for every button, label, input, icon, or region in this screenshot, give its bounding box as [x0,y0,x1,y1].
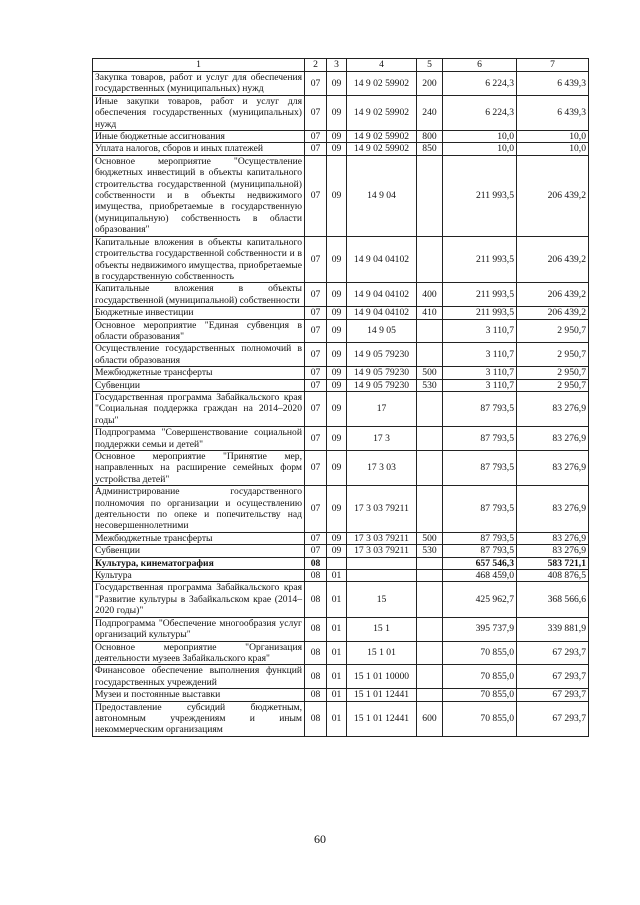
budget-table [92,58,589,737]
target-article-cell: 17 3 [347,427,417,451]
target-article-cell: 14 9 02 59902 [347,72,417,96]
target-article-cell: 17 3 03 [347,451,417,486]
amount-col6-cell: 425 962,7 [443,582,517,617]
section-code-cell: 07 [305,486,327,533]
target-article-cell: 17 [347,391,417,426]
amount-col6-cell: 87 793,5 [443,532,517,544]
amount-col7-cell: 368 566,6 [517,582,589,617]
row-name-cell: Межбюджетные трансферты [93,367,305,379]
table-row [93,570,589,582]
expense-type-cell [417,557,443,569]
row-name-cell: Капитальные вложения в объекты государственной (муниципальной) собственности [93,283,305,307]
amount-col6-cell: 10,0 [443,131,517,143]
target-article-cell: 17 3 03 79211 [347,545,417,557]
subsection-code-cell: 09 [327,283,347,307]
subsection-code-cell: 09 [327,155,347,236]
amount-col6-cell: 87 793,5 [443,391,517,426]
amount-col6-cell: 6 224,3 [443,72,517,96]
target-article-cell: 14 9 05 79230 [347,367,417,379]
section-code-cell: 07 [305,283,327,307]
amount-col7-cell: 83 276,9 [517,545,589,557]
subsection-code-cell: 01 [327,689,347,701]
expense-type-cell [417,582,443,617]
amount-col6-cell: 87 793,5 [443,545,517,557]
header-cell: 5 [417,59,443,72]
row-name-cell: Иные закупки товаров, работ и услуг для обеспечения государственных (муниципальных) нужд [93,95,305,130]
expense-type-cell: 410 [417,307,443,319]
target-article-cell: 14 9 05 79230 [347,343,417,367]
subsection-code-cell: 09 [327,532,347,544]
expense-type-cell: 400 [417,283,443,307]
table-row [93,617,589,641]
amount-col7-cell: 206 439,2 [517,155,589,236]
subsection-code-cell: 09 [327,319,347,343]
table-body [93,72,589,737]
table-row [93,641,589,665]
subsection-code-cell: 09 [327,307,347,319]
expense-type-cell: 800 [417,131,443,143]
row-name-cell: Субвенции [93,545,305,557]
section-code-cell: 07 [305,367,327,379]
target-article-cell: 17 3 03 79211 [347,486,417,533]
amount-col6-cell: 6 224,3 [443,95,517,130]
expense-type-cell [417,391,443,426]
amount-col7-cell: 83 276,9 [517,427,589,451]
amount-col7-cell: 6 439,3 [517,72,589,96]
subsection-code-cell: 09 [327,72,347,96]
row-name-cell: Осуществление государственных полномочий в области образования [93,343,305,367]
target-article-cell: 14 9 04 04102 [347,307,417,319]
row-name-cell: Финансовое обеспечение выполнения функций государственных учреждений [93,665,305,689]
expense-type-cell [417,451,443,486]
expense-type-cell [417,236,443,283]
amount-col7-cell: 206 439,2 [517,307,589,319]
table-row [93,557,589,569]
expense-type-cell: 530 [417,545,443,557]
header-cell: 6 [443,59,517,72]
row-name-cell: Культура [93,570,305,582]
table-header-row [93,59,589,72]
expense-type-cell: 240 [417,95,443,130]
expense-type-cell [417,665,443,689]
amount-col6-cell: 657 546,3 [443,557,517,569]
subsection-code-cell: 01 [327,570,347,582]
amount-col7-cell: 6 439,3 [517,95,589,130]
page-number: 60 [314,832,326,846]
expense-type-cell: 600 [417,701,443,736]
section-code-cell: 07 [305,451,327,486]
target-article-cell: 14 9 04 [347,155,417,236]
row-name-cell: Основное мероприятие "Осуществление бюджетных инвестиций в объекты капитального строительства государственной (муниципальной) собственности и в объекты недвижимого имущества, приобретаемые в государственную (муниципальную) собственность в области образования" [93,155,305,236]
table-row [93,665,589,689]
amount-col7-cell: 83 276,9 [517,391,589,426]
amount-col6-cell: 87 793,5 [443,427,517,451]
amount-col7-cell: 2 950,7 [517,343,589,367]
budget-document [92,58,589,737]
subsection-code-cell: 09 [327,343,347,367]
section-code-cell: 08 [305,570,327,582]
section-code-cell: 07 [305,391,327,426]
amount-col7-cell: 83 276,9 [517,486,589,533]
table-row [93,391,589,426]
target-article-cell: 14 9 05 [347,319,417,343]
section-code-cell: 08 [305,701,327,736]
amount-col6-cell: 211 993,5 [443,236,517,283]
expense-type-cell [417,641,443,665]
table-row [93,486,589,533]
subsection-code-cell: 01 [327,641,347,665]
header-cell: 3 [327,59,347,72]
target-article-cell: 17 3 03 79211 [347,532,417,544]
target-article-cell: 15 1 01 [347,641,417,665]
row-name-cell: Субвенции [93,379,305,391]
section-code-cell: 07 [305,545,327,557]
section-code-cell: 07 [305,95,327,130]
expense-type-cell [417,427,443,451]
amount-col6-cell: 468 459,0 [443,570,517,582]
expense-type-cell: 500 [417,367,443,379]
table-row [93,701,589,736]
subsection-code-cell: 01 [327,617,347,641]
section-code-cell: 08 [305,641,327,665]
table-row [93,343,589,367]
row-name-cell: Иные бюджетные ассигнования [93,131,305,143]
amount-col7-cell: 2 950,7 [517,319,589,343]
section-code-cell: 07 [305,427,327,451]
row-name-cell: Администрирование государственного полномочия по организации и осуществлению деятельности по опеке и попечительству над несовершеннолетними [93,486,305,533]
subsection-code-cell: 01 [327,665,347,689]
subsection-code-cell: 09 [327,143,347,155]
amount-col7-cell: 67 293,7 [517,689,589,701]
table-row [93,143,589,155]
section-code-cell: 07 [305,236,327,283]
table-row [93,319,589,343]
table-row [93,236,589,283]
amount-col6-cell: 211 993,5 [443,155,517,236]
target-article-cell: 14 9 04 04102 [347,236,417,283]
expense-type-cell: 530 [417,379,443,391]
amount-col7-cell: 206 439,2 [517,283,589,307]
section-code-cell: 07 [305,319,327,343]
row-name-cell: Подпрограмма "Совершенствование социальной поддержки семьи и детей" [93,427,305,451]
subsection-code-cell: 01 [327,582,347,617]
row-name-cell: Капитальные вложения в объекты капитального строительства государственной собственности и в объекты недвижимого имущества, приобретаемые в государственную собственность [93,236,305,283]
subsection-code-cell [327,557,347,569]
table-row [93,545,589,557]
amount-col7-cell: 10,0 [517,131,589,143]
section-code-cell: 08 [305,557,327,569]
section-code-cell: 07 [305,143,327,155]
target-article-cell: 14 9 02 59902 [347,143,417,155]
amount-col7-cell: 67 293,7 [517,665,589,689]
target-article-cell: 15 1 01 10000 [347,665,417,689]
row-name-cell: Государственная программа Забайкальского края "Социальная поддержка граждан на 2014–2020 годы" [93,391,305,426]
table-row [93,155,589,236]
amount-col7-cell: 339 881,9 [517,617,589,641]
table-row [93,283,589,307]
amount-col7-cell: 408 876,5 [517,570,589,582]
subsection-code-cell: 09 [327,427,347,451]
amount-col6-cell: 211 993,5 [443,307,517,319]
expense-type-cell [417,570,443,582]
target-article-cell: 15 1 01 12441 [347,701,417,736]
row-name-cell: Уплата налогов, сборов и иных платежей [93,143,305,155]
target-article-cell: 14 9 02 59902 [347,95,417,130]
section-code-cell: 07 [305,155,327,236]
subsection-code-cell: 09 [327,367,347,379]
row-name-cell: Основное мероприятие "Принятие мер, направленных на расширение семейных форм устройства детей" [93,451,305,486]
target-article-cell: 15 1 [347,617,417,641]
target-article-cell: 14 9 02 59902 [347,131,417,143]
subsection-code-cell: 09 [327,236,347,283]
row-name-cell: Межбюджетные трансферты [93,532,305,544]
amount-col6-cell: 3 110,7 [443,367,517,379]
section-code-cell: 08 [305,665,327,689]
amount-col6-cell: 70 855,0 [443,689,517,701]
section-code-cell: 07 [305,72,327,96]
section-code-cell: 07 [305,131,327,143]
table-row [93,131,589,143]
subsection-code-cell: 09 [327,545,347,557]
subsection-code-cell: 09 [327,379,347,391]
row-name-cell: Музеи и постоянные выставки [93,689,305,701]
amount-col7-cell: 583 721,1 [517,557,589,569]
section-code-cell: 08 [305,582,327,617]
amount-col6-cell: 10,0 [443,143,517,155]
expense-type-cell [417,155,443,236]
amount-col7-cell: 83 276,9 [517,532,589,544]
subsection-code-cell: 09 [327,451,347,486]
target-article-cell: 14 9 05 79230 [347,379,417,391]
table-row [93,532,589,544]
amount-col6-cell: 3 110,7 [443,379,517,391]
table-row [93,427,589,451]
section-code-cell: 07 [305,343,327,367]
amount-col6-cell: 70 855,0 [443,641,517,665]
row-name-cell: Бюджетные инвестиции [93,307,305,319]
section-code-cell: 08 [305,617,327,641]
target-article-cell [347,557,417,569]
row-name-cell: Основное мероприятие "Единая субвенция в области образования" [93,319,305,343]
expense-type-cell [417,617,443,641]
row-name-cell: Основное мероприятие "Организация деятельности музеев Забайкальского края" [93,641,305,665]
target-article-cell: 15 [347,582,417,617]
expense-type-cell [417,343,443,367]
table-row [93,307,589,319]
header-cell: 1 [93,59,305,72]
amount-col6-cell: 3 110,7 [443,319,517,343]
expense-type-cell: 200 [417,72,443,96]
amount-col7-cell: 10,0 [517,143,589,155]
row-name-cell: Подпрограмма "Обеспечение многообразия услуг организаций культуры" [93,617,305,641]
target-article-cell [347,570,417,582]
header-cell: 4 [347,59,417,72]
amount-col6-cell: 87 793,5 [443,451,517,486]
amount-col7-cell: 206 439,2 [517,236,589,283]
expense-type-cell: 500 [417,532,443,544]
amount-col6-cell: 395 737,9 [443,617,517,641]
amount-col6-cell: 70 855,0 [443,665,517,689]
table-row [93,379,589,391]
amount-col6-cell: 87 793,5 [443,486,517,533]
subsection-code-cell: 09 [327,131,347,143]
row-name-cell: Государственная программа Забайкальского края "Развитие культуры в Забайкальском крае (2014–2020 годы)" [93,582,305,617]
section-code-cell: 08 [305,689,327,701]
amount-col7-cell: 67 293,7 [517,641,589,665]
amount-col6-cell: 70 855,0 [443,701,517,736]
table-row [93,451,589,486]
table-row [93,582,589,617]
table-row [93,72,589,96]
table-row [93,689,589,701]
target-article-cell: 15 1 01 12441 [347,689,417,701]
subsection-code-cell: 09 [327,486,347,533]
amount-col6-cell: 3 110,7 [443,343,517,367]
expense-type-cell [417,486,443,533]
expense-type-cell: 850 [417,143,443,155]
section-code-cell: 07 [305,307,327,319]
expense-type-cell [417,319,443,343]
row-name-cell: Закупка товаров, работ и услуг для обеспечения государственных (муниципальных) нужд [93,72,305,96]
target-article-cell: 14 9 04 04102 [347,283,417,307]
amount-col6-cell: 211 993,5 [443,283,517,307]
subsection-code-cell: 09 [327,95,347,130]
amount-col7-cell: 2 950,7 [517,367,589,379]
amount-col7-cell: 67 293,7 [517,701,589,736]
amount-col7-cell: 2 950,7 [517,379,589,391]
expense-type-cell [417,689,443,701]
header-cell: 7 [517,59,589,72]
subsection-code-cell: 09 [327,391,347,426]
row-name-cell: Предоставление субсидий бюджетным, автономным учреждениям и иным некоммерческим организациям [93,701,305,736]
row-name-cell: Культура, кинематография [93,557,305,569]
section-code-cell: 07 [305,379,327,391]
subsection-code-cell: 01 [327,701,347,736]
table-row [93,95,589,130]
table-row [93,367,589,379]
header-cell: 2 [305,59,327,72]
section-code-cell: 07 [305,532,327,544]
amount-col7-cell: 83 276,9 [517,451,589,486]
